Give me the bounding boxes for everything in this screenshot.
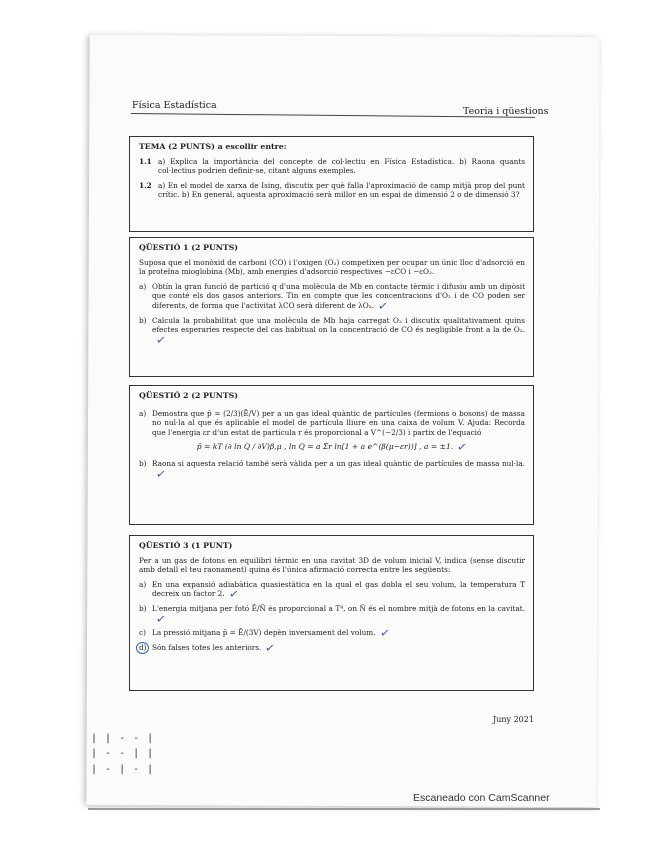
exam-date: Juny 2021 <box>493 715 534 724</box>
question-2-part-b-text: Raona si aquesta relació també serà vàlida per a un gas ideal quàntic de partícules de massa nul·la. <box>152 458 525 468</box>
question-1-intro: Suposa que el monòxid de carboni (CO) i l'oxigen (O₂) competixen per ocupar un únic lloc d'adsorció en la proteïna mioglobina (Mb), amb energies d'adsorció respectives −εCO i −εO₂. <box>139 257 525 277</box>
question-3-option-d-label <box>139 643 147 653</box>
bottom-rule <box>88 808 600 810</box>
question-3-option-a <box>139 579 525 603</box>
tema-title: TEMA (2 PUNTS) a escollir entre: <box>139 142 287 151</box>
checkmark-icon: ✓ <box>155 332 167 348</box>
question-3-option-c-text: La pressió mitjana p̄ = Ē/(3V) depèn inversament del volum. <box>152 628 376 638</box>
question-3-box <box>129 535 534 691</box>
checkmark-icon: ✓ <box>378 625 391 641</box>
question-3-option-b-text: L'energia mitjana per fotó Ē/N̄ és proporcional a T⁴, on N̄ és el nombre mitjà de fotons en la cavitat. <box>152 603 525 613</box>
handwritten-line-3: | - | - | <box>91 764 155 775</box>
circle-mark-icon <box>136 642 149 654</box>
tema-item-1-label: 1.1 <box>139 156 152 166</box>
checkmark-icon: ✓ <box>264 640 277 656</box>
question-3-option-d-letter: d) <box>139 642 147 652</box>
question-3-option-a-label: a) <box>139 579 147 589</box>
question-3-option-b <box>139 603 525 627</box>
question-1-part-a-text: Obtín la gran funció de partició q d'una molècula de Mb en contacte tèrmic i difusiu amb un dipòsit que conté els dos gasos anteriors. Tin en compte que les concentracions d'O₂ i de CO poden ser diferents, de forma que l'activitat λCO serà diferent de λO₂. <box>152 281 525 310</box>
question-2-part-b <box>139 458 525 482</box>
question-1-part-a-label: a) <box>139 281 147 291</box>
checkmark-icon: ✓ <box>155 610 167 627</box>
question-2-formula <box>139 439 525 456</box>
question-3-title: QÜESTIÓ 3 (1 PUNT) <box>139 541 233 550</box>
checkmark-icon: ✓ <box>227 586 240 603</box>
question-3-option-a-text: En una expansió adiabàtica quasiestàtica en la qual el gas dobla el seu volum, la temperatura T decreix un factor 2. <box>152 579 525 599</box>
question-2-title: QÜESTIÓ 2 (2 PUNTS) <box>139 391 238 400</box>
question-3-option-c-label: c) <box>139 628 146 638</box>
question-3-option-b-label: b) <box>139 603 147 613</box>
checkmark-icon: ✓ <box>456 439 469 456</box>
handwritten-line-2: | - - | | <box>91 748 155 759</box>
header-course: Física Estadística <box>132 100 217 111</box>
question-2-box <box>129 385 534 525</box>
tema-item-1-text: a) Explica la importància del concepte de col·lectiu en Física Estadística. b) Raona quants col·lectius podrien definir-se, citant alguns exemples. <box>158 156 525 176</box>
question-3-option-d-text: Són falses totes les anteriors. <box>152 642 262 652</box>
question-1-part-b <box>139 315 525 348</box>
checkmark-icon: ✓ <box>377 298 390 314</box>
scanner-watermark: Escaneado con CamScanner <box>413 792 550 804</box>
question-2-formula-text: p̄ = kT (∂ ln Q / ∂V)β,μ , ln Q = a Σr ln[1 + a e^(β(μ−εr))] , a = ±1. <box>196 442 454 452</box>
tema-item-2-text: a) En el model de xarxa de Ising, discutix per què falla l'aproximació de camp mitjà prop del punt crític. b) En general, aquesta aproximació serà millor en un espai de dimensió 2 o de dimensió 3? <box>158 180 525 200</box>
question-1-part-b-text: Calcula la probabilitat que una molècula de Mb haja carregat O₂ i discutix qualitativament quins efectes esperaries respecte del cas habitual on la concentració de CO és negligible front a la de O₂. <box>152 315 525 335</box>
question-3-option-d <box>139 640 525 656</box>
header-section: Teoria i qüestions <box>463 106 549 117</box>
question-3-intro: Per a un gas de fotons en equilibri tèrmic en una cavitat 3D de volum inicial V, indica (sense discutir amb detall el teu raonament) quina és l'única afirmació correcta entre les següents: <box>139 555 525 575</box>
question-2-part-a-label: a) <box>139 408 147 418</box>
question-1-part-b-label: b) <box>139 315 147 325</box>
question-2-part-a <box>139 409 525 438</box>
question-1-part-a <box>139 281 525 314</box>
checkmark-icon: ✓ <box>155 465 167 482</box>
question-1-title: QÜESTIÓ 1 (2 PUNTS) <box>139 243 238 252</box>
question-2-part-b-label: b) <box>139 458 147 468</box>
question-3-option-c <box>139 625 525 641</box>
tema-item-2-label: 1.2 <box>139 180 152 190</box>
tema-item-2 <box>139 181 525 200</box>
question-1-box <box>129 237 534 377</box>
tema-item-1 <box>139 157 525 176</box>
tema-box <box>129 136 534 232</box>
question-2-part-a-text: Demostra que p̄ = (2/3)(Ē/V) per a un gas ideal quàntic de partícules (fermions o bosons) de massa no nul·la al que és aplicable el model de partícula lliure en una caixa de volum V. Ajuda: Recorda que l'energia εr d'un estat de partícula r és proporcional a V^(−2/3) i partix de l'equació <box>152 408 525 437</box>
handwritten-line-1: | | - - | <box>91 733 155 744</box>
